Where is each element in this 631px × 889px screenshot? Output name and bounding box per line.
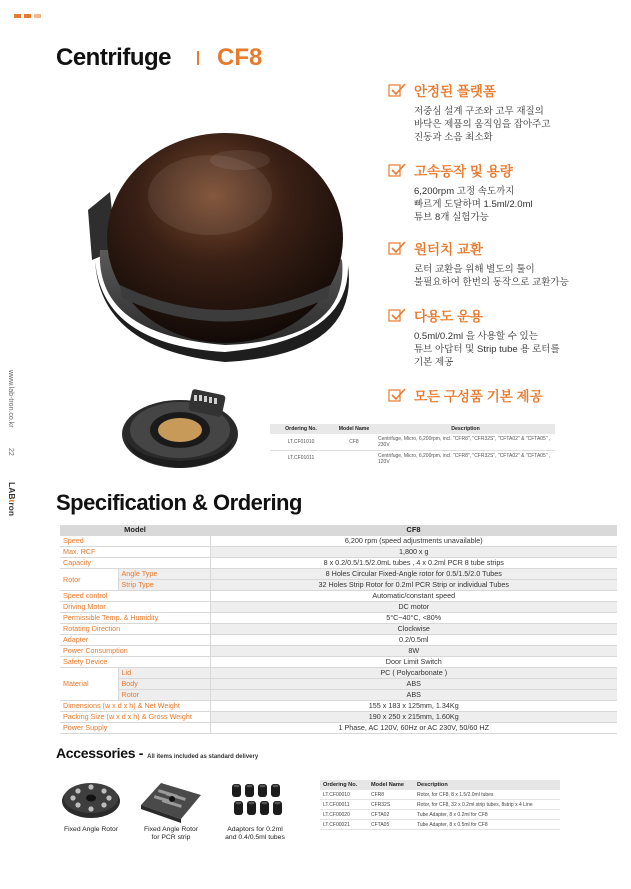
feature-line: 기본 제공 bbox=[414, 357, 454, 368]
table-row: Body ABS bbox=[60, 679, 617, 690]
feature-title: 모든 구성품 기본 제공 bbox=[414, 389, 543, 404]
table-row: LT.CF00011 CFR32S Rotor, for CF8, 32 x 0.2ml strip tubes, 8strip x 4 Line bbox=[320, 800, 560, 810]
check-icon bbox=[388, 83, 406, 97]
centrifuge-open-image bbox=[118, 382, 248, 472]
col-description: Description bbox=[376, 424, 555, 434]
check-icon bbox=[388, 388, 406, 402]
table-row: Permissible Temp. & Humidity 5°C~40°C, <80% bbox=[60, 613, 617, 624]
feature-line: 불필요하여 한번의 동작으로 교환가능 bbox=[414, 277, 569, 288]
table-row: Max. RCF 1,800 x g bbox=[60, 547, 617, 558]
table-row: Speed control Automatic/constant speed bbox=[60, 591, 617, 602]
table-row: Speed 6,200 rpm (speed adjustments unavailable) bbox=[60, 536, 617, 547]
feature-line: 저중심 설계 구조와 고무 재질의 bbox=[414, 106, 544, 117]
feature-line: 빠르게 도달하며 1.5ml/2.0ml bbox=[414, 199, 533, 210]
col-model-name: Model Name bbox=[332, 424, 376, 434]
table-row: Rotor Angle Type 8 Holes Circular Fixed-Angle rotor for 0.5/1.5/2.0 Tubes bbox=[60, 569, 617, 580]
feature-item bbox=[388, 385, 543, 405]
feature-line: 0.5ml/0.2ml 을 사용할 수 있는 bbox=[414, 331, 538, 342]
table-row: Packing Size (w x d x h) & Gross Weight 190 x 250 x 215mm, 1.60Kg bbox=[60, 712, 617, 723]
spec-table bbox=[60, 525, 617, 734]
table-row: Material Lid PC ( Polycarbonate ) bbox=[60, 668, 617, 679]
page-title bbox=[56, 44, 262, 72]
feature-line: 튜브 아답터 및 Strip tube 용 로터를 bbox=[414, 344, 560, 355]
table-row: LT.CF01010 CF8 Centrifuge, Micro, 6,200rpm, incl. "CFR8", "CFR32S", "CFTA02" & "CFTA05" , 230V bbox=[270, 434, 555, 451]
table-row: LT.CF00020 CFTA02 Tube Adapter, 8 x 0.2ml for CF8 bbox=[320, 810, 560, 820]
table-row: Power Consumption 8W bbox=[60, 646, 617, 657]
accessory-label: Fixed Angle Rotor for PCR strip bbox=[143, 826, 199, 841]
spec-head-model: Model bbox=[60, 525, 210, 536]
product-model: CF8 bbox=[217, 44, 263, 71]
title-separator bbox=[197, 51, 199, 65]
website-url: www.lab-tron.co.kr bbox=[7, 370, 14, 428]
pcr-strip-rotor-image bbox=[136, 775, 206, 825]
table-row: Adapter 0.2/0.5ml bbox=[60, 635, 617, 646]
feature-item bbox=[388, 238, 569, 289]
table-row: LT.CF01011 Centrifuge, Micro, 6,200rpm, incl. "CFR8", "CFR32S", "CFTA02" & "CFTA05" , 120V bbox=[287, 453, 551, 465]
table-row: Power Supply 1 Phase, AC 120V, 60Hz or AC 230V, 50/60 HZ bbox=[60, 723, 617, 734]
fixed-angle-rotor-image bbox=[60, 778, 122, 820]
feature-line: 로터 교환을 위해 별도의 툴이 bbox=[414, 264, 535, 275]
check-icon bbox=[388, 241, 406, 255]
accessories-title: Accessories - All items included as standard delivery bbox=[56, 745, 259, 761]
brand-logo: LABtron bbox=[7, 482, 17, 517]
centrifuge-product-image bbox=[80, 100, 370, 380]
ordering-table bbox=[270, 424, 555, 467]
feature-title: 안정된 플랫폼 bbox=[414, 84, 496, 99]
feature-title: 원터치 교환 bbox=[414, 242, 483, 257]
check-icon bbox=[388, 308, 406, 322]
accessory-label: Fixed Angle Rotor bbox=[63, 826, 119, 833]
accessories-table: Ordering No. Model Name Description LT.CF00010 CFR8 Rotor, for CF8, 8 x 1.5/2.0ml tubes LT.CF00011 CFR32S Rotor, for CF8, 32 x 0.2ml strip tubes, 8strip x 4 Line LT.CF00020 CFTA02 Tube Adapter, 8 x 0.2ml for CF8 LT.CF00021 CFTA05 Tube Adapter, 8 x 0.5ml for CF8 bbox=[320, 780, 560, 830]
table-row: Strip Type 32 Holes Strip Rotor for 0.2ml PCR Strip or individual Tubes bbox=[60, 580, 617, 591]
check-icon bbox=[388, 163, 406, 177]
feature-title: 고속동작 및 용량 bbox=[414, 164, 513, 179]
product-name: Centrifuge bbox=[56, 44, 171, 71]
feature-line: 진동과 소음 최소화 bbox=[414, 132, 493, 143]
tube-adapters-image bbox=[230, 782, 288, 818]
table-row: LT.CF00021 CFTA05 Tube Adapter, 8 x 0.5ml for CF8 bbox=[320, 820, 560, 830]
table-row: LT.CF00010 CFR8 Rotor, for CF8, 8 x 1.5/2.0ml tubes bbox=[320, 790, 560, 800]
feature-line: 튜브 8개 실험가능 bbox=[414, 212, 489, 223]
accessories-note: All items included as standard delivery bbox=[147, 754, 259, 760]
table-row: Rotating Direction Clockwise bbox=[60, 624, 617, 635]
table-row: Dimensions (w x d x h) & Net Weight 155 x 183 x 125mm, 1.34Kg bbox=[60, 701, 617, 712]
feature-line: 6,200rpm 고정 속도까지 bbox=[414, 186, 515, 197]
feature-item bbox=[388, 80, 550, 144]
spec-section-title: Specification & Ordering bbox=[56, 490, 302, 515]
table-row: Rotor ABS bbox=[60, 690, 617, 701]
feature-title: 다용도 운용 bbox=[414, 309, 483, 324]
table-row: Driving Motor DC motor bbox=[60, 602, 617, 613]
accessory-label: Adaptors for 0.2ml and 0.4/0.5ml tubes bbox=[225, 826, 285, 841]
feature-item bbox=[388, 305, 560, 369]
feature-item bbox=[388, 160, 533, 224]
col-ordering-no: Ordering No. bbox=[270, 424, 332, 434]
table-row: Safety Device Door Limit Switch bbox=[60, 657, 617, 668]
header-decoration bbox=[14, 14, 41, 18]
page-number: 22 bbox=[7, 448, 14, 456]
feature-line: 바닥은 제품의 움직임을 잡아주고 bbox=[414, 119, 551, 130]
table-row: Capacity 8 x 0.2/0.5/1.5/2.0mL tubes , 4 x 0.2ml PCR 8 tube strips bbox=[60, 558, 617, 569]
spec-head-value: CF8 bbox=[210, 525, 617, 536]
